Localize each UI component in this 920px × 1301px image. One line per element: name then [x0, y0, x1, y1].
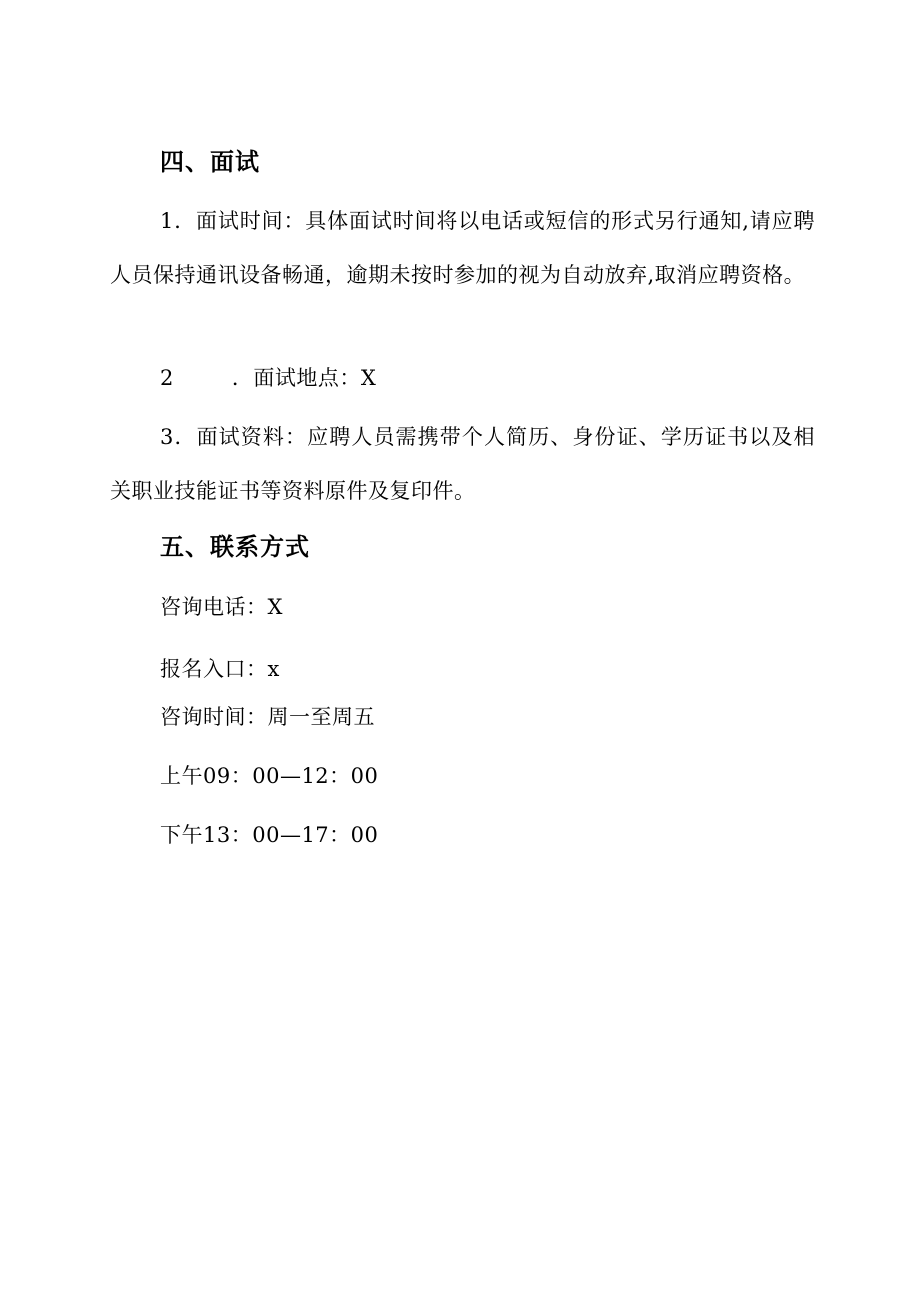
- interview-time-paragraph: 1．面试时间：具体面试时间将以电话或短信的形式另行通知,请应聘人员保持通讯设备畅通，逾期未按时参加的视为自动放弃,取消应聘资格。: [110, 209, 815, 287]
- morning-hours-line: 上午09：00—12：00: [160, 764, 379, 788]
- interview-location-line: [160, 363, 376, 393]
- interview-materials-paragraph: 3．面试资料：应聘人员需携带个人简历、身份证、学历证书以及相关职业技能证书等资料原件及复印件。: [110, 425, 815, 503]
- section-contact-title: 五、联系方式: [160, 533, 310, 561]
- interview-location-number: 2: [160, 366, 174, 390]
- interview-location-text: ．面试地点：X: [231, 366, 377, 390]
- afternoon-hours-line: 下午13：00—17：00: [160, 823, 379, 847]
- consult-hours-line: 咨询时间：周一至周五: [160, 705, 375, 729]
- section-interview-title: 四、面试: [160, 148, 260, 176]
- contact-phone-line: 咨询电话：X: [160, 595, 283, 619]
- registration-entry-line: 报名入口：x: [160, 657, 280, 681]
